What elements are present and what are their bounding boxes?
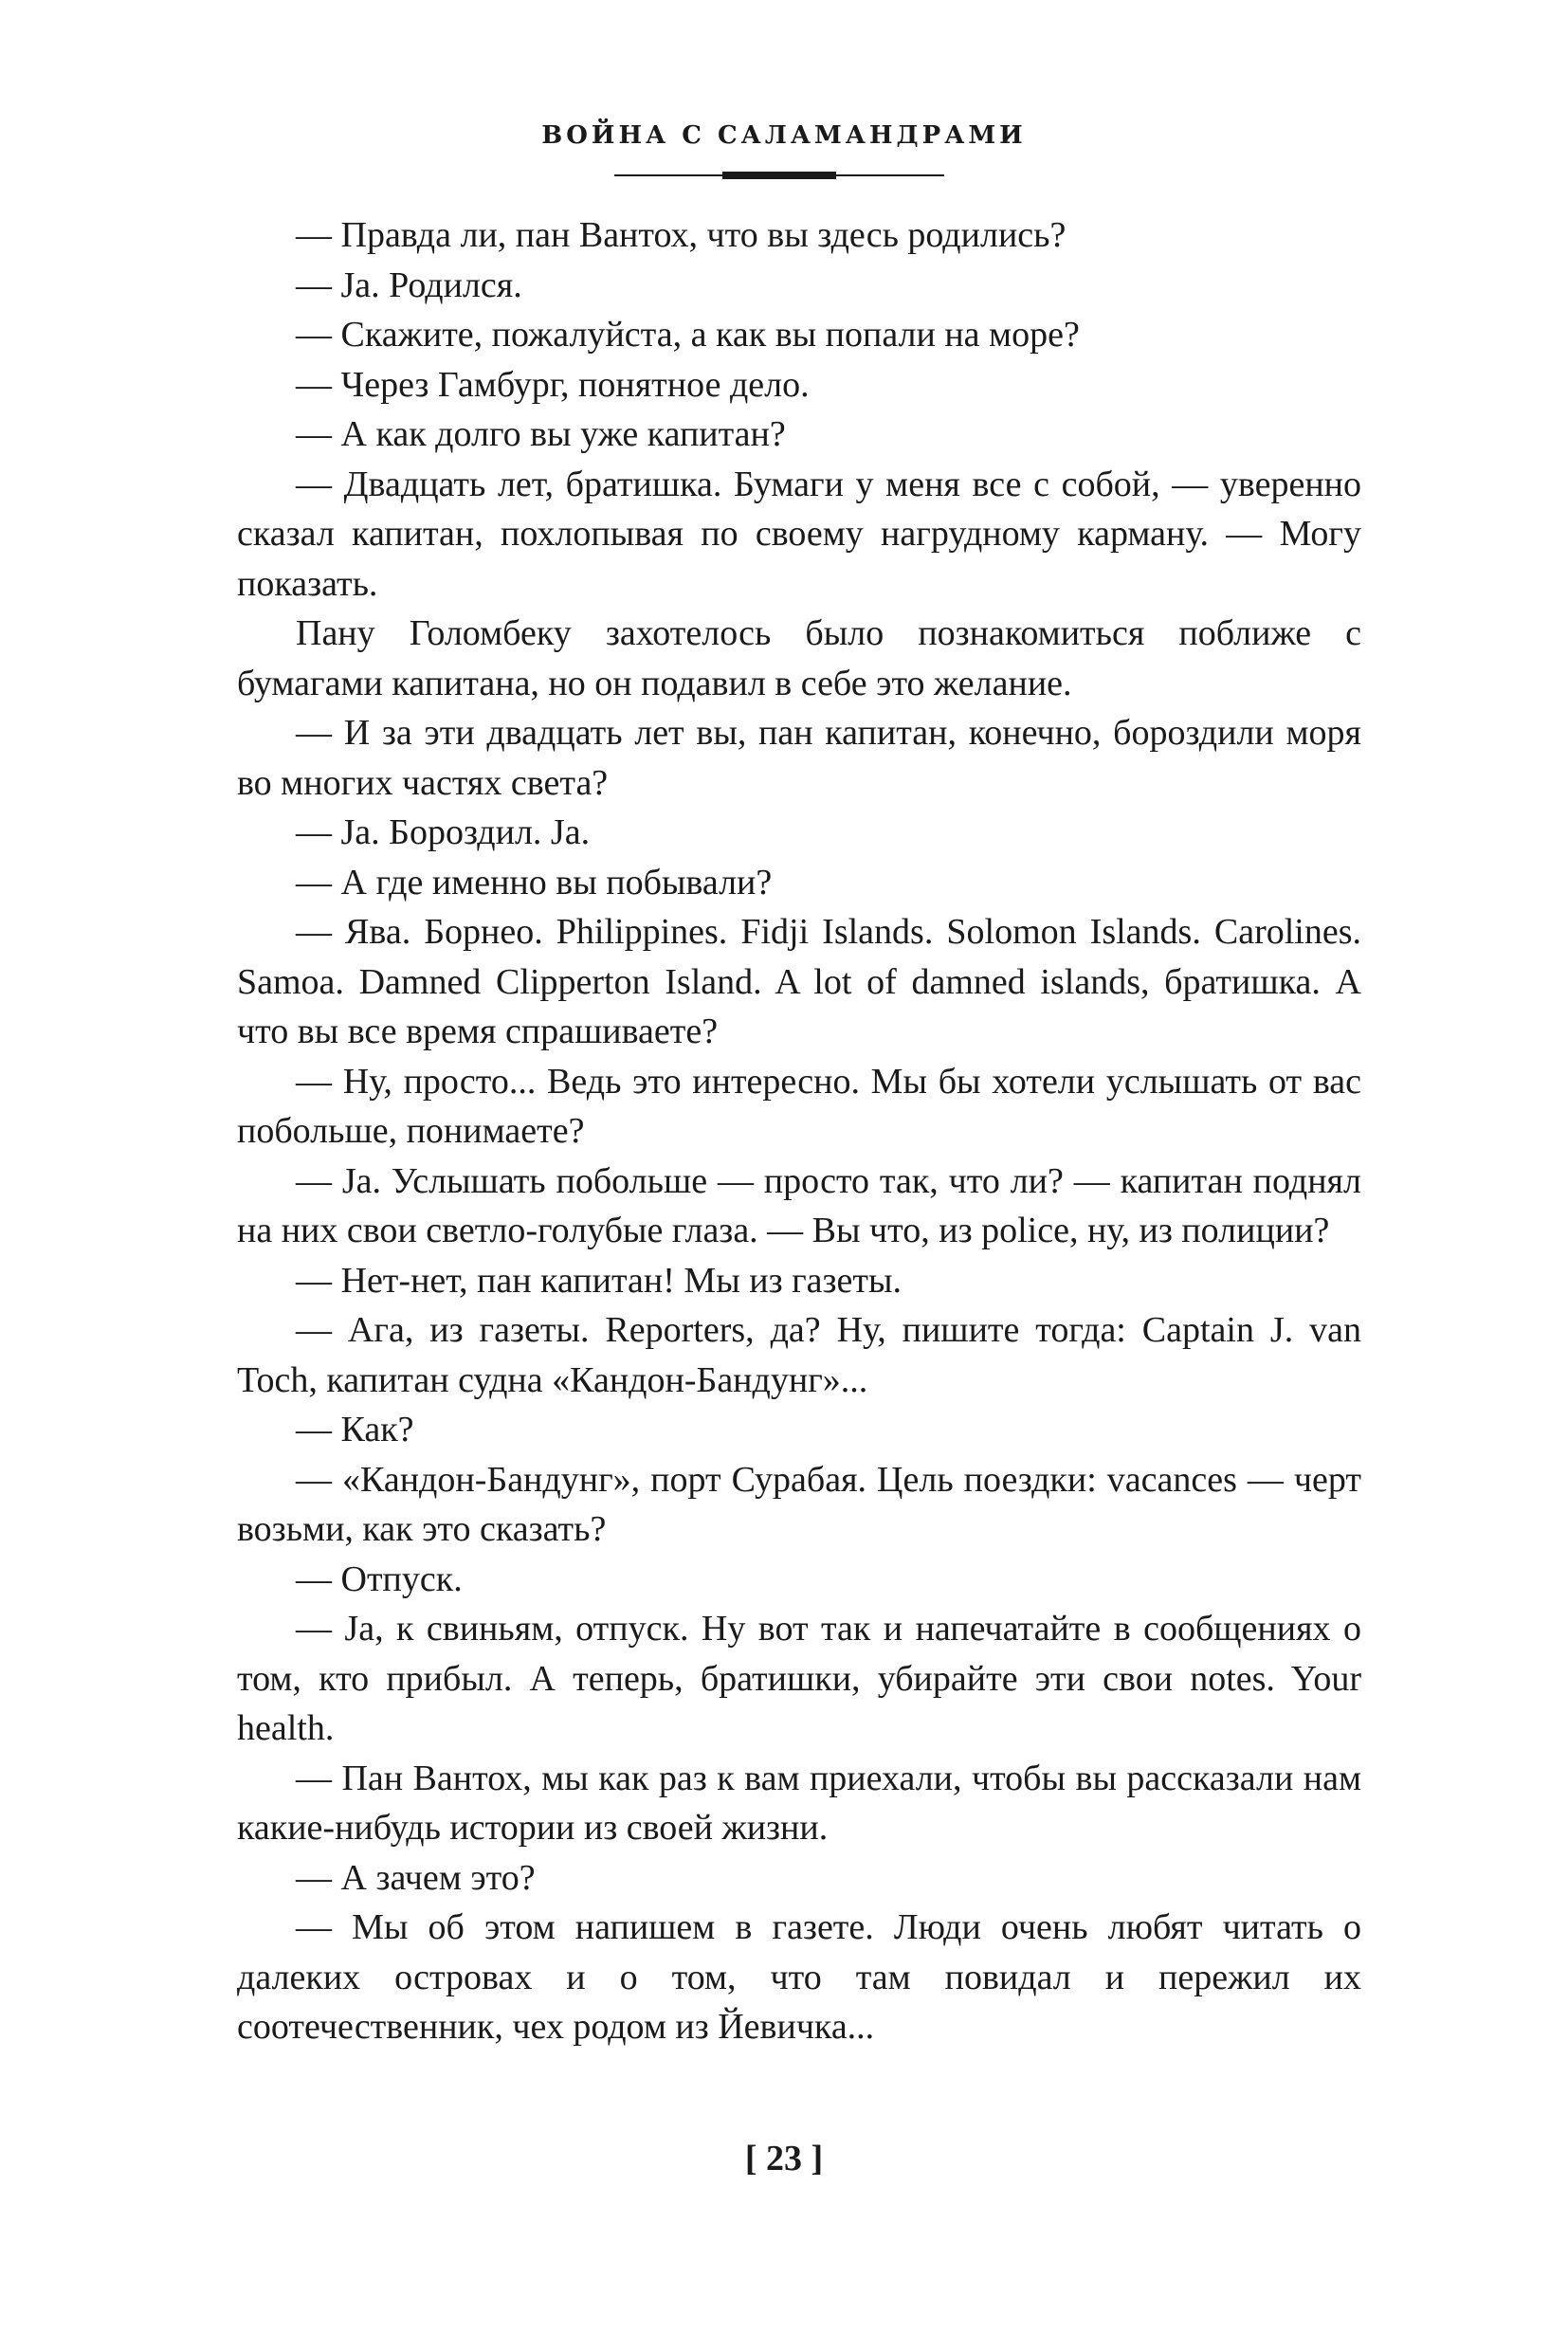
page-number: [ 23 ] <box>744 2139 824 2178</box>
paragraph: — Мы об этом напишем в газете. Люди очень любят читать о далеких островах и о том, что там повидал и пережил их соотечественник, чех родом из Йевичка... <box>237 1907 1361 2047</box>
paragraph: Пану Голомбеку захотелось было познакомиться поближе с бумагами капитана, но он подавил в себе это желание. <box>237 613 1361 703</box>
paragraph: — Пан Вантох, мы как раз к вам приехали, чтобы вы рассказали нам какие-нибудь истории из своей жизни. <box>237 1758 1361 1848</box>
paragraph: — Ага, из газеты. Reporters, да? Ну, пишите тогда: Captain J. van Toch, капитан судна «Кандон-Бандунг»... <box>237 1310 1361 1400</box>
paragraph: — Скажите, пожалуйста, а как вы попали на море? <box>296 315 1080 355</box>
paragraph: — И за эти двадцать лет вы, пан капитан, конечно, бороздили моря во многих частях света? <box>237 713 1361 803</box>
paragraph: — Правда ли, пан Вантох, что вы здесь родились? <box>296 215 1067 255</box>
header-rule-accent <box>722 172 836 179</box>
paragraph: — Двадцать лет, братишка. Бумаги у меня все с собой, — уверенно сказал капитан, похлопывая по своему нагрудному карману. — Могу показать. <box>237 464 1361 604</box>
paragraph: — Отпуск. <box>296 1558 463 1599</box>
paragraph: — Ja. Бороздил. Ja. <box>296 812 591 852</box>
paragraph: — Ну, просто... Ведь это интересно. Мы бы хотели услышать от вас побольше, понимаете? <box>237 1061 1361 1151</box>
paragraph: — Через Гамбург, понятное дело. <box>296 364 810 405</box>
paragraph: — А как долго вы уже капитан? <box>296 414 786 454</box>
paragraph: — Ява. Борнео. Philippines. Fidji Islands. Solomon Islands. Carolines. Samoa. Damned Clipperton Island. A lot of damned islands, братишка. А что вы все время спрашиваете? <box>237 912 1361 1051</box>
paragraph: — Ja. Услышать побольше — просто так, что ли? — капитан поднял на них свои светло-голубые глаза. — Вы что, из police, ну, из полиции? <box>237 1160 1361 1250</box>
paragraph: — «Кандон-Бандунг», порт Сурабая. Цель поездки: vacances — черт возьми, как это сказать? <box>237 1459 1361 1549</box>
paragraph: — Нет-нет, пан капитан! Мы из газеты. <box>296 1260 903 1301</box>
paragraph: — А где именно вы побывали? <box>296 862 773 902</box>
running-head: ВОЙНА С САЛАМАНДРАМИ <box>541 121 1027 150</box>
paragraph: — А зачем это? <box>296 1857 536 1898</box>
body-text <box>237 210 1361 2052</box>
paragraph: — Как? <box>296 1410 414 1449</box>
paragraph: — Ja. Родился. <box>296 264 522 305</box>
paragraph: — Ja, к свиньям, отпуск. Ну вот так и напечатайте в сообщениях о том, кто прибыл. А теперь, братишки, убирайте эти свои notes. Your health. <box>237 1609 1361 1748</box>
